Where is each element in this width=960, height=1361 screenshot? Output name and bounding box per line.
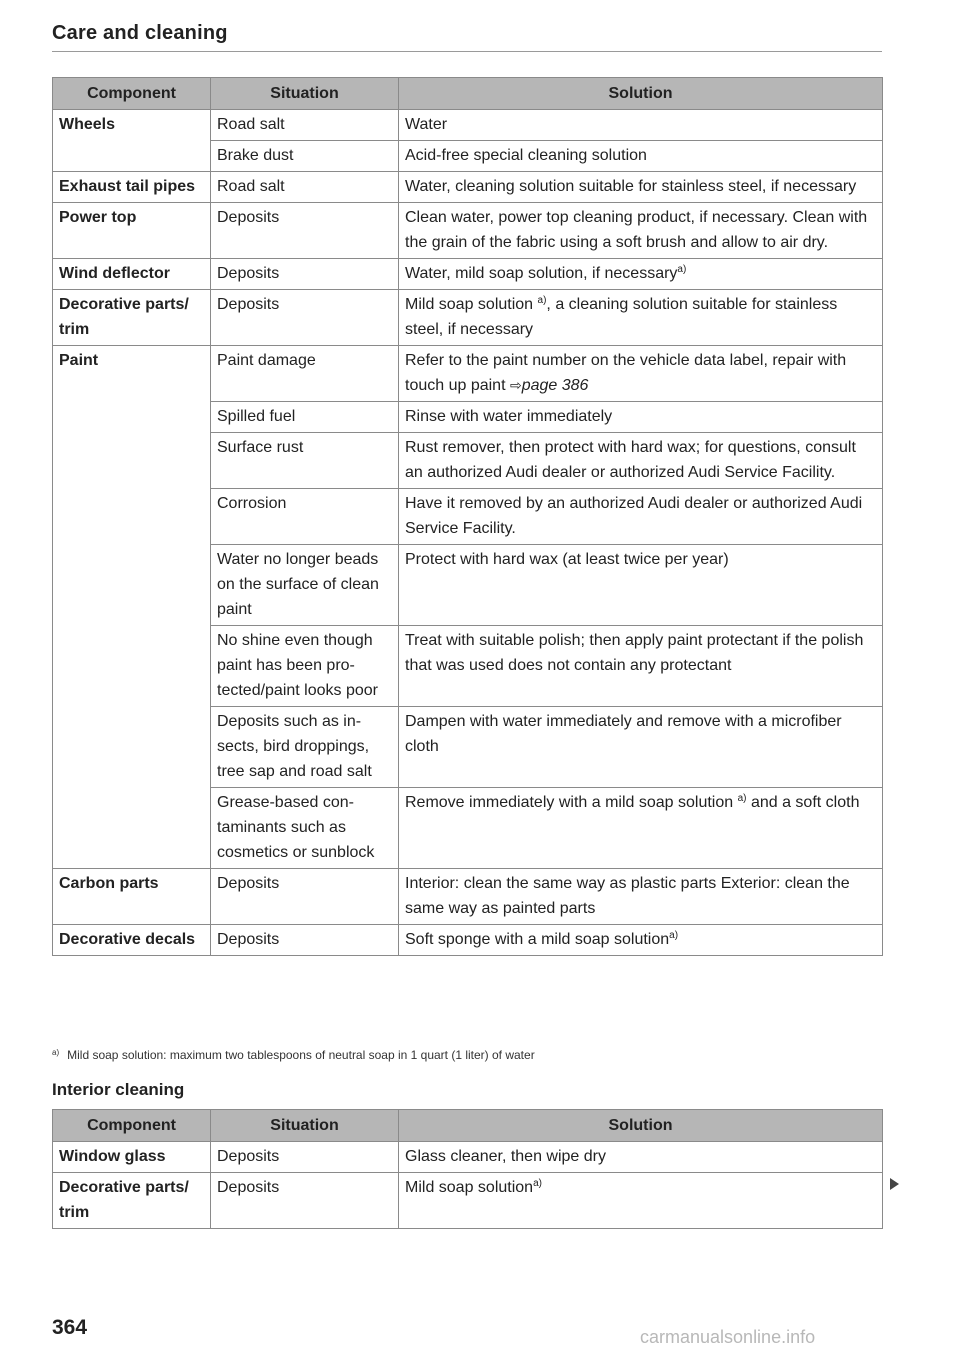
continue-arrow-icon — [890, 1178, 899, 1190]
solution-cell: Interior: clean the same way as plastic parts Exterior: clean the same way as painted parts — [399, 869, 883, 925]
table-header-row — [53, 78, 883, 110]
footnote-ref: a) — [533, 1178, 542, 1189]
table-row — [53, 788, 883, 869]
situation-cell: Brake dust — [211, 141, 399, 172]
situation-cell: Deposits — [211, 869, 399, 925]
table-row — [53, 489, 883, 545]
component-cell — [53, 788, 211, 869]
table-footnote — [52, 1048, 535, 1062]
solution-text: , a cleaning solution suitable for stainless steel, if necessary — [405, 296, 838, 338]
situation-cell: Deposits — [211, 259, 399, 290]
situation-cell: Spilled fuel — [211, 402, 399, 433]
solution-text: Water, mild soap solution, if necessary — [405, 265, 678, 282]
situation-cell: Grease-based contaminants such as cosmetics or sunblock — [211, 788, 399, 869]
component-cell: Carbon parts — [53, 869, 211, 925]
solution-cell: Have it removed by an authorized Audi dealer or authorized Audi Service Facility. — [399, 489, 883, 545]
component-cell — [53, 402, 211, 433]
column-header-solution: Solution — [399, 78, 883, 110]
column-header-component: Component — [53, 78, 211, 110]
table-row — [53, 203, 883, 259]
table-row — [53, 626, 883, 707]
solution-cell — [399, 925, 883, 956]
column-header-situation: Situation — [211, 1110, 399, 1142]
solution-cell: Water — [399, 110, 883, 141]
section-divider — [52, 51, 882, 52]
situation-cell: Water no longer beads on the surface of clean paint — [211, 545, 399, 626]
table-row — [53, 141, 883, 172]
table-row — [53, 433, 883, 489]
component-cell: Exhaust tail pipes — [53, 172, 211, 203]
situation-cell: Deposits — [211, 290, 399, 346]
component-cell — [53, 626, 211, 707]
component-cell: Decorative parts/ trim — [53, 1173, 211, 1229]
solution-text: Remove immediately with a mild soap solution — [405, 794, 738, 811]
component-cell — [53, 433, 211, 489]
table-row — [53, 259, 883, 290]
solution-cell — [399, 788, 883, 869]
solution-cell: Water, cleaning solution suitable for stainless steel, if necessary — [399, 172, 883, 203]
solution-cell: Acid-free special cleaning solution — [399, 141, 883, 172]
solution-cell: Treat with suitable polish; then apply paint protectant if the polish that was used does not contain any protectant — [399, 626, 883, 707]
component-cell: Decorative parts/ trim — [53, 290, 211, 346]
table-row — [53, 545, 883, 626]
situation-cell: Surface rust — [211, 433, 399, 489]
component-cell — [53, 707, 211, 788]
footnote-ref: a) — [537, 295, 547, 306]
solution-cell: Rinse with water immediately — [399, 402, 883, 433]
section-title: Care and cleaning — [52, 22, 228, 44]
solution-text: Mild soap solution — [405, 296, 538, 313]
watermark: carmanualsonline.info — [640, 1327, 816, 1347]
solution-cell — [399, 346, 883, 402]
table-row — [53, 290, 883, 346]
table-row — [53, 869, 883, 925]
table-row — [53, 1142, 883, 1173]
page-number: 364 — [52, 1316, 88, 1339]
component-cell: Wind deflector — [53, 259, 211, 290]
table-row — [53, 346, 883, 402]
situation-cell: Road salt — [211, 172, 399, 203]
column-header-component: Component — [53, 1110, 211, 1142]
solution-text: Soft sponge with a mild soap solution — [405, 931, 670, 948]
table-row — [53, 707, 883, 788]
page-reference-link[interactable]: page 386 — [521, 377, 589, 394]
situation-cell: Deposits such as insects, bird droppings, tree sap and road salt — [211, 707, 399, 788]
table-row — [53, 1173, 883, 1229]
table-header-row — [53, 1110, 883, 1142]
solution-cell — [399, 259, 883, 290]
situation-cell: No shine even though paint has been protected/paint looks poor — [211, 626, 399, 707]
component-cell: Power top — [53, 203, 211, 259]
situation-cell: Corrosion — [211, 489, 399, 545]
exterior-cleaning-table — [52, 77, 883, 956]
component-cell: Decorative decals — [53, 925, 211, 956]
component-cell — [53, 141, 211, 172]
situation-cell: Road salt — [211, 110, 399, 141]
solution-text: and a soft cloth — [746, 794, 860, 811]
table-row — [53, 110, 883, 141]
situation-cell: Deposits — [211, 1142, 399, 1173]
situation-cell: Paint damage — [211, 346, 399, 402]
footnote-ref: a) — [669, 930, 679, 941]
table-row — [53, 172, 883, 203]
interior-cleaning-heading: Interior cleaning — [52, 1080, 185, 1099]
component-cell: Paint — [53, 346, 211, 402]
situation-cell: Deposits — [211, 925, 399, 956]
solution-cell: Protect with hard wax (at least twice per year) — [399, 545, 883, 626]
solution-cell: Glass cleaner, then wipe dry — [399, 1142, 883, 1173]
solution-cell: Dampen with water immediately and remove with a microfiber cloth — [399, 707, 883, 788]
solution-cell: Clean water, power top cleaning product, if necessary. Clean with the grain of the fabric using a soft brush and allow to air dry. — [399, 203, 883, 259]
column-header-situation: Situation — [211, 78, 399, 110]
table-row — [53, 402, 883, 433]
component-cell — [53, 545, 211, 626]
solution-cell: Rust remover, then protect with hard wax; for questions, consult an authorized Audi dealer or authorized Audi Service Facility. — [399, 433, 883, 489]
column-header-solution: Solution — [399, 1110, 883, 1142]
footnote-text: Mild soap solution: maximum two tablespoons of neutral soap in 1 quart (1 liter) of water — [67, 1048, 535, 1062]
footnote-ref: a) — [737, 793, 747, 804]
situation-cell: Deposits — [211, 203, 399, 259]
component-cell: Window glass — [53, 1142, 211, 1173]
solution-cell — [399, 1173, 883, 1229]
interior-cleaning-table — [52, 1109, 883, 1229]
component-cell: Wheels — [53, 110, 211, 141]
component-cell — [53, 489, 211, 545]
table-row — [53, 925, 883, 956]
solution-text: Mild soap solution — [405, 1179, 534, 1196]
page-reference-arrow-icon: ⇨ — [509, 377, 522, 393]
situation-cell: Deposits — [211, 1173, 399, 1229]
solution-text: Refer to the paint number on the vehicle data label, repair with touch up paint — [405, 352, 847, 394]
solution-cell — [399, 290, 883, 346]
footnote-ref: a) — [677, 264, 687, 275]
footnote-marker: a) — [52, 1048, 60, 1057]
